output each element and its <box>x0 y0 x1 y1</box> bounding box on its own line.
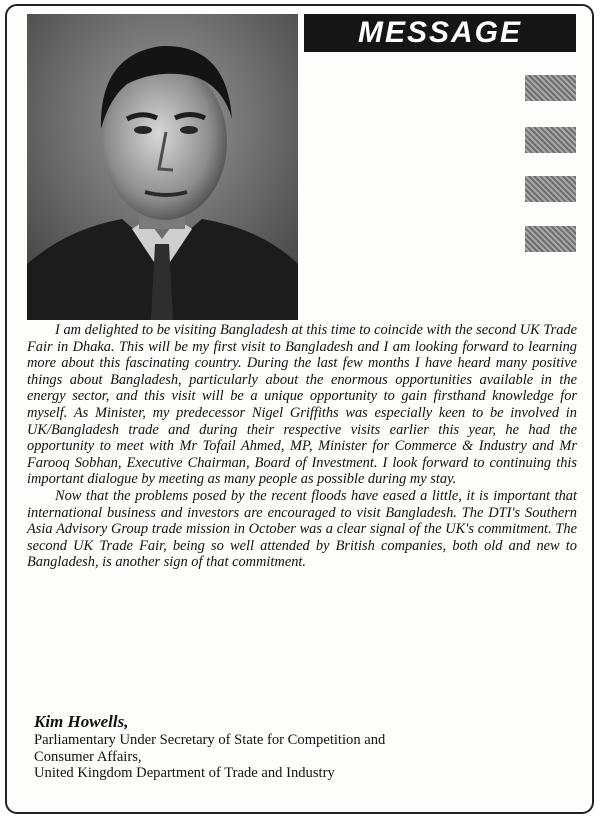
decorative-bar <box>525 226 576 252</box>
decorative-bar <box>525 75 576 101</box>
signatory-department: United Kingdom Department of Trade and Industry <box>34 765 335 781</box>
signatory-title-cont: Consumer Affairs, <box>34 748 142 765</box>
message-banner: MESSAGE <box>304 14 576 52</box>
portrait-icon <box>27 14 298 320</box>
message-body <box>27 322 577 571</box>
signatory-title: Parliamentary Under Secretary of State for Competition and <box>34 732 386 748</box>
decorative-bar <box>525 127 576 153</box>
paragraph: Now that the problems posed by the recent floods have eased a little, it is important that international business and investors are encouraged to visit Bangladesh. The DTI's Southern Asia Advisory Group trade mission in October was a clear signal of the UK's commitment. The second UK Trade Fair, being so well attended by British companies, both old and new to Bangladesh, is another sign of that commitment. <box>27 487 577 571</box>
portrait-photo <box>27 14 298 320</box>
decorative-bar <box>525 176 576 202</box>
signature-block <box>34 712 579 782</box>
signatory-name: Kim Howells, <box>34 712 129 731</box>
paragraph: I am delighted to be visiting Bangladesh at this time to coincide with the second UK Trade Fair in Dhaka. This will be my first visit to Bangladesh and I am looking forward to learning more about this fascinating country. During the last few months I have heard many positive things about Bangladesh, particularly about the enormous opportunities available in the energy sector, and this visit will be a unique opportunity to gain firsthand knowledge for myself. As Minister, my predecessor Nigel Griffiths was especially keen to be involved in UK/Bangladesh trade and during their respective visits earlier this year, he had the opportunity to meet with Mr Tofail Ahmed, MP, Minister for Commerce & Industry and Mr Farooq Sobhan, Executive Chairman, Board of Investment. I look forward to continuing this important dialogue by meeting as many people as possible during my stay. <box>27 322 577 488</box>
